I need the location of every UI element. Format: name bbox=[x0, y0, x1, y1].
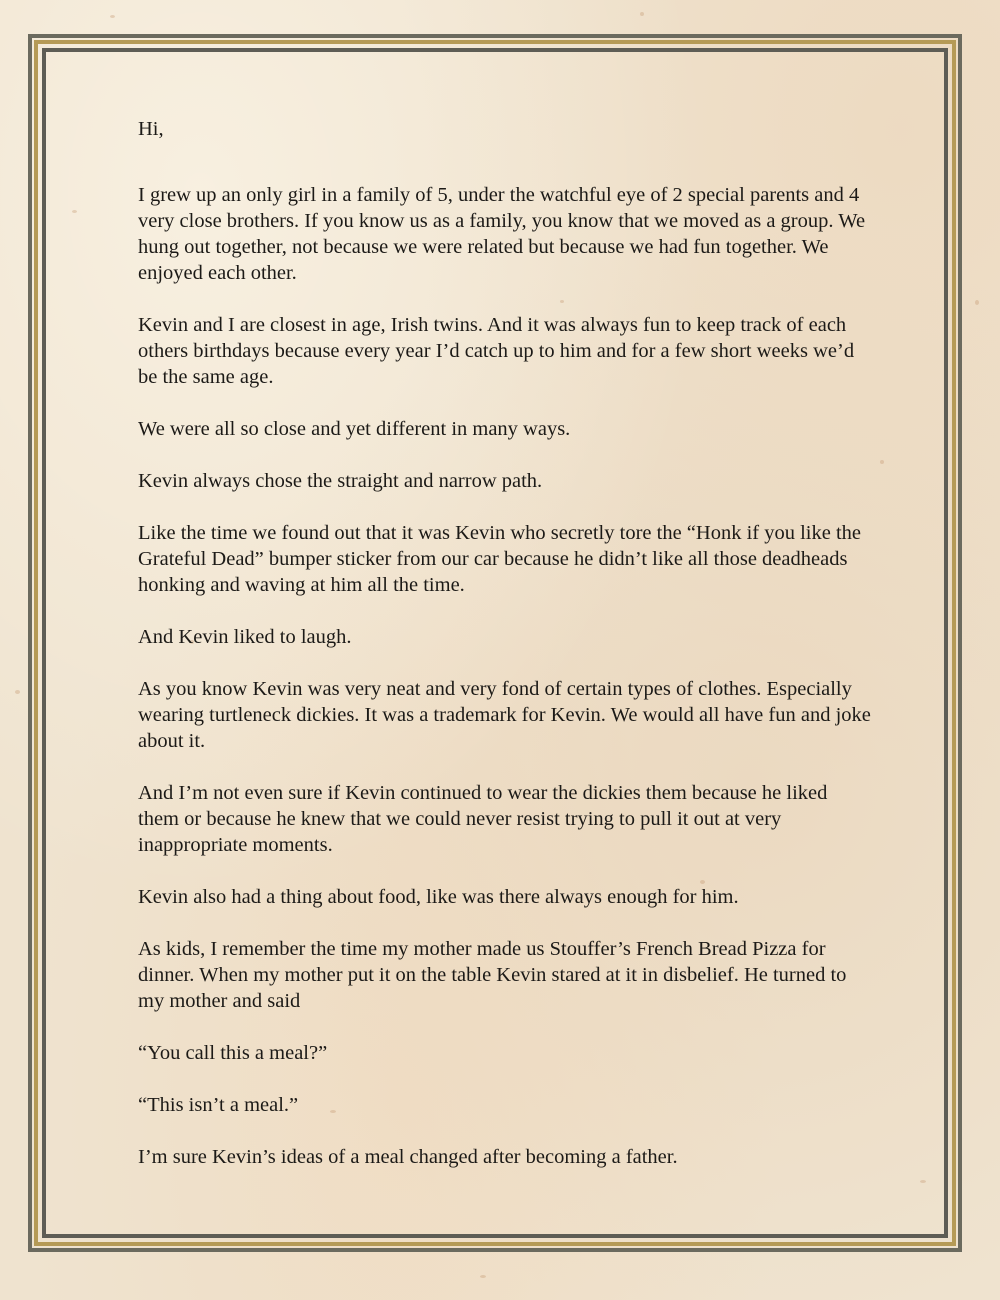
letter-body bbox=[138, 108, 873, 1196]
letter-paragraph: Like the time we found out that it was Kevin who secretly tore the “Honk if you like the Grateful Dead” bumper sticker from our car because he didn’t like all those deadheads honking and waving at him all the time. bbox=[138, 522, 862, 596]
letter-paragraph: Kevin and I are closest in age, Irish twins. And it was always fun to keep track of each others birthdays because every year I’d catch up to him and for a few short weeks we’d be the same age. bbox=[138, 314, 855, 388]
letter-paragraph: And I’m not even sure if Kevin continued to wear the dickies them because he liked them or because he knew that we could never resist trying to pull it out at very inappropriate moments. bbox=[138, 782, 828, 856]
letter-paragraph: Kevin also had a thing about food, like was there always enough for him. bbox=[138, 886, 739, 908]
letter-paragraph: And Kevin liked to laugh. bbox=[138, 626, 352, 648]
letter-paragraph: As kids, I remember the time my mother made us Stouffer’s French Bread Pizza for dinner. When my mother put it on the table Kevin stared at it in disbelief. He turned to my mother and said bbox=[138, 938, 847, 1012]
letter-paragraph: “You call this a meal?” bbox=[138, 1042, 328, 1064]
letter-paragraph: “This isn’t a meal.” bbox=[138, 1094, 299, 1116]
letter-paragraph: I grew up an only girl in a family of 5, under the watchful eye of 2 special parents and 4 very close brothers. If you know us as a family, you know that we moved as a group. We hung out together, not because we were related but because we had fun together. We enjoyed each other. bbox=[138, 184, 866, 284]
letter-paragraph: I’m sure Kevin’s ideas of a meal changed after becoming a father. bbox=[138, 1146, 678, 1168]
letter-paragraph: As you know Kevin was very neat and very fond of certain types of clothes. Especially wearing turtleneck dickies. It was a trademark for Kevin. We would all have fun and joke about it. bbox=[138, 678, 871, 752]
letter-paragraph: We were all so close and yet different in many ways. bbox=[138, 418, 571, 440]
letter-greeting: Hi, bbox=[138, 118, 164, 140]
letter-paragraph: Kevin always chose the straight and narrow path. bbox=[138, 470, 543, 492]
